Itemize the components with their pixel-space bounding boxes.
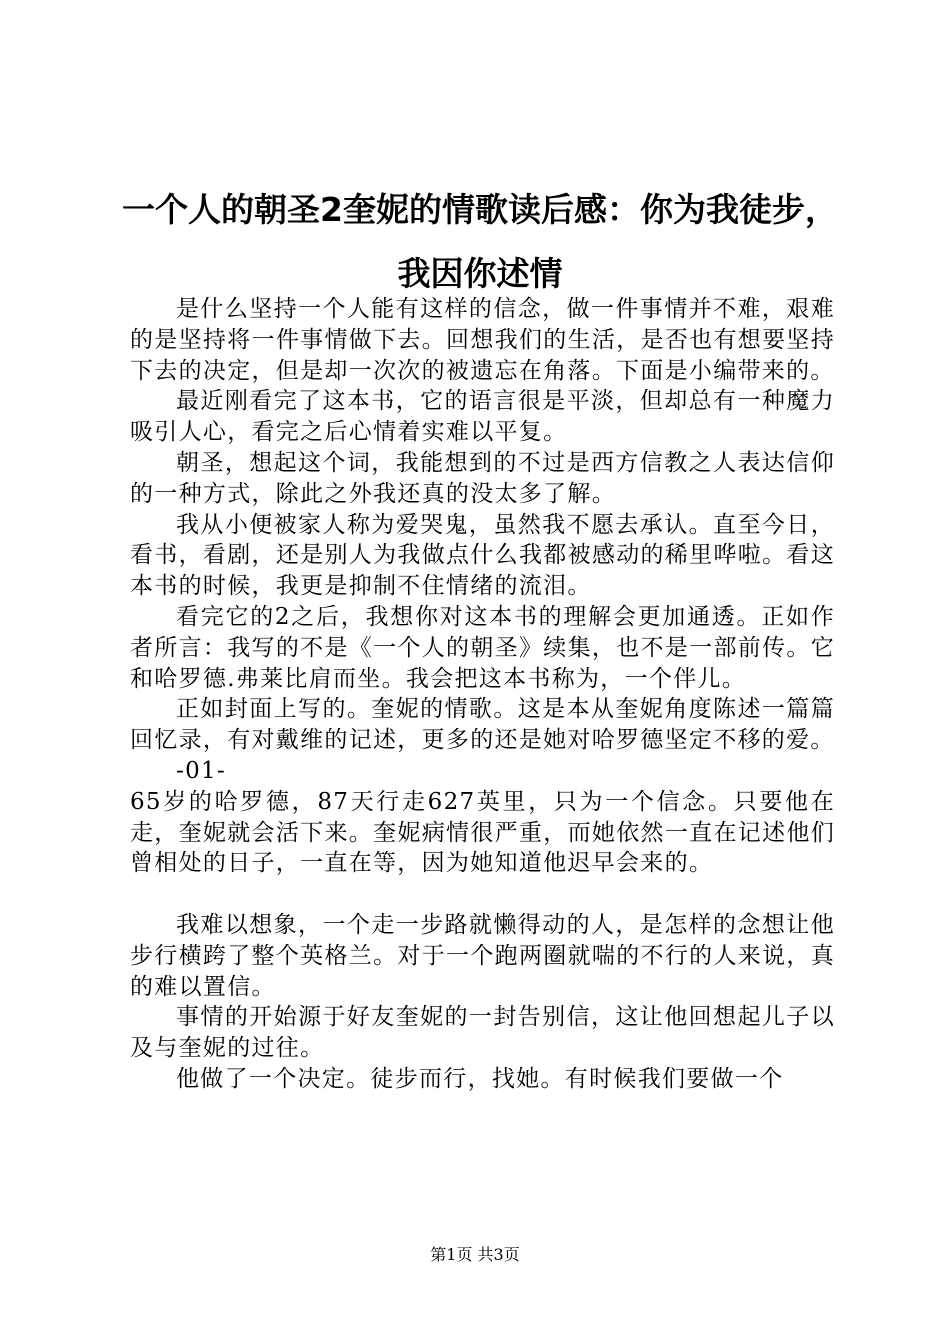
paragraph: 正如封面上写的。奎妮的情歌。这是本从奎妮角度陈述一篇篇回忆录，有对戴维的记述，更多的还是她对哈罗德坚定不移的爱。 (130, 696, 835, 754)
page-footer: 第1页 共3页 (430, 1245, 520, 1264)
paragraph: 他做了一个决定。徒步而行，找她。有时候我们要做一个 (176, 1065, 784, 1092)
paragraph-intro: 是什么坚持一个人能有这样的信念，做一件事情并不难，艰难的是坚持将一件事情做下去。回想我们的生活，是否也有想要坚持下去的决定，但是却一次次的被遗忘在角落。下面是小编带来的。 (130, 296, 835, 384)
paragraph: 看完它的2之后，我想你对这本书的理解会更加通透。正如作者所言：我写的不是《一个人的朝圣》续集，也不是一部前传。它和哈罗德.弗莱比肩而坐。我会把这本书称为，一个伴儿。 (130, 603, 835, 692)
paragraph: 我从小便被家人称为爱哭鬼，虽然我不愿去承认。直至今日，看书，看剧，还是别人为我做点什么我都被感动的稀里哗啦。看这本书的时候，我更是抑制不住情绪的流泪。 (130, 511, 835, 600)
paragraph: 65岁的哈罗德，87天行走627英里，只为一个信念。只要他在走，奎妮就会活下来。奎妮病情很严重，而她依然一直在记述他们曾相处的日子，一直在等，因为她知道他迟早会来的。 (130, 788, 835, 877)
paragraph: 朝圣，想起这个词，我能想到的不过是西方信教之人表达信仰的一种方式，除此之外我还真的没太多了解。 (130, 449, 835, 507)
paragraph: 事情的开始源于好友奎妮的一封告别信，这让他回想起儿子以及与奎妮的过往。 (130, 1004, 835, 1062)
document-body (130, 294, 835, 1095)
document-title: 一个人的朝圣2奎妮的情歌读后感：你为我徒步，我因你述情 (122, 190, 838, 293)
blank-line (130, 879, 835, 910)
section-marker: -01- (176, 757, 227, 784)
paragraph: 我难以想象，一个走一步路就懒得动的人，是怎样的念想让他步行横跨了整个英格兰。对于一个跑两圈就喘的不行的人来说，真的难以置信。 (130, 911, 835, 1000)
paragraph: 最近刚看完了这本书，它的语言很是平淡，但却总有一种魔力吸引人心，看完之后心情着实难以平复。 (130, 388, 835, 446)
